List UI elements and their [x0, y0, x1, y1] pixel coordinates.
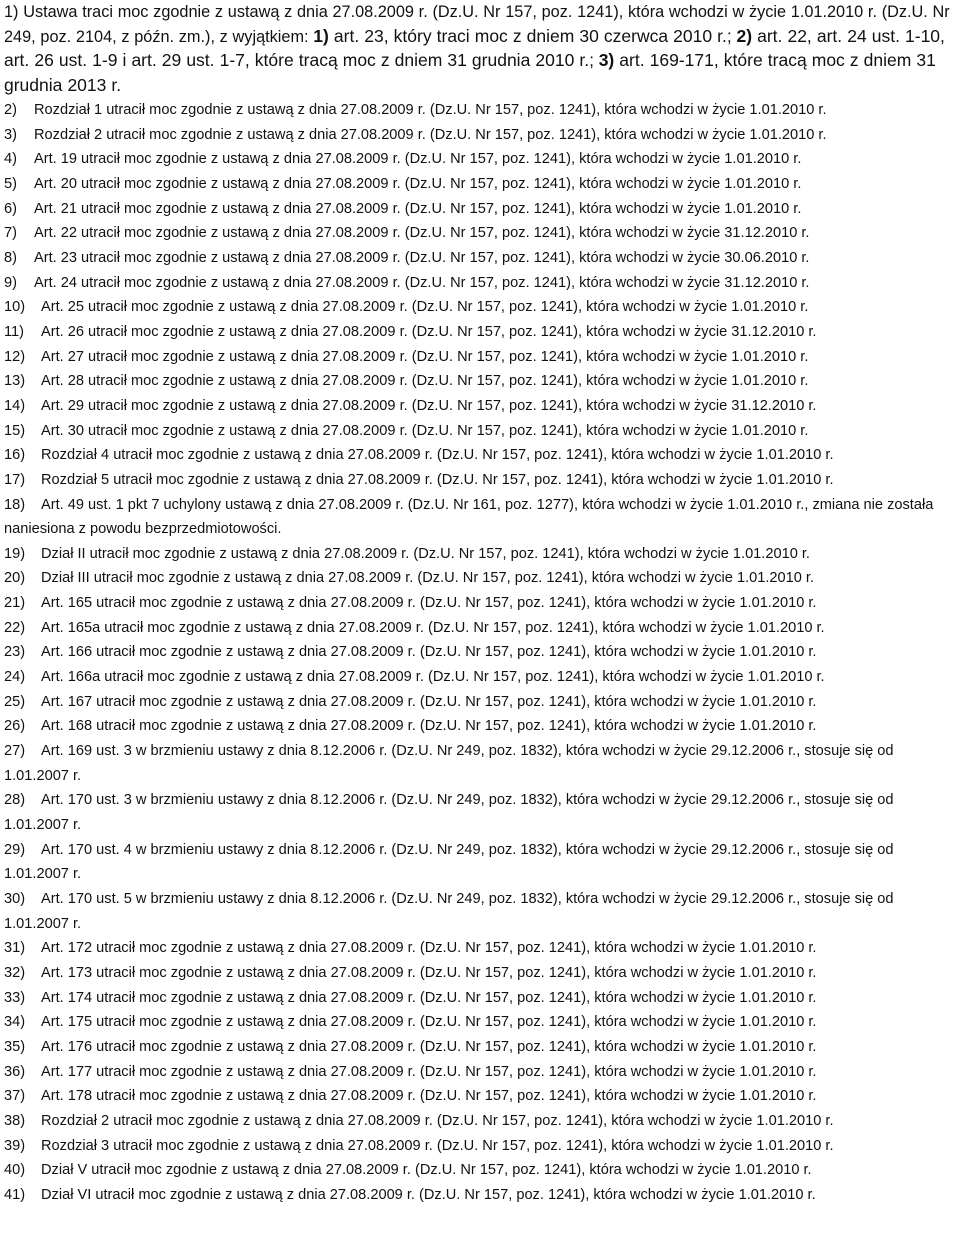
- footnote-entry: [4, 172, 956, 197]
- footnote-text: Art. 168 utracił moc zgodnie z ustawą z dnia 27.08.2009 r. (Dz.U. Nr 157, poz. 1241), która wchodzi w życie 1.01.2010 r.: [41, 718, 817, 735]
- footnote-text: Dział VI utracił moc zgodnie z ustawą z dnia 27.08.2009 r. (Dz.U. Nr 157, poz. 1241), która wchodzi w życie 1.01.2010 r.: [41, 1186, 816, 1203]
- footnote-entry: [4, 1134, 956, 1159]
- footnote-number: 33): [4, 989, 26, 1006]
- footnote-number: 3): [4, 126, 17, 143]
- footnote-text: Rozdział 2 utracił moc zgodnie z ustawą z dnia 27.08.2009 r. (Dz.U. Nr 157, poz. 1241), która wchodzi w życie 1.01.2010 r.: [41, 1112, 834, 1129]
- footnote-number: 26): [4, 718, 26, 735]
- footnote-number: 11): [4, 323, 25, 340]
- footnote-entry: [4, 443, 956, 468]
- footnote-entry: [4, 419, 956, 444]
- footnote-text: Art. 19 utracił moc zgodnie z ustawą z dnia 27.08.2009 r. (Dz.U. Nr 157, poz. 1241), która wchodzi w życie 1.01.2010 r.: [34, 151, 802, 168]
- footnote-entry: [4, 1158, 956, 1183]
- footnote-text: Art. 49 ust. 1 pkt 7 uchylony ustawą z dnia 27.08.2009 r. (Dz.U. Nr 161, poz. 1277), która wchodzi w życie 1.01.2010 r., zmiana nie została naniesiona z powodu bezprzedmiotowości.: [4, 496, 934, 538]
- footnote-entry: [4, 640, 956, 665]
- footnote-number: 8): [4, 249, 17, 266]
- footnote-number: 4): [4, 151, 17, 168]
- footnote-number: 5): [4, 175, 17, 192]
- footnote-entry: [4, 665, 956, 690]
- footnote-number: 38): [4, 1112, 26, 1129]
- footnote-text: Art. 20 utracił moc zgodnie z ustawą z dnia 27.08.2009 r. (Dz.U. Nr 157, poz. 1241), która wchodzi w życie 1.01.2010 r.: [34, 175, 802, 192]
- intro-exception-2-text: art. 22, art. 24 ust. 1-10, art. 26 ust. 1-9 i art. 29 ust. 1-7, które tracą moc z dniem 31 grudnia 2010 r.;: [4, 25, 945, 70]
- footnote-text: Art. 22 utracił moc zgodnie z ustawą z dnia 27.08.2009 r. (Dz.U. Nr 157, poz. 1241), która wchodzi w życie 31.12.2010 r.: [34, 225, 810, 242]
- footnote-number: 20): [4, 570, 26, 587]
- footnote-entry: [4, 887, 956, 936]
- footnote-text: Art. 21 utracił moc zgodnie z ustawą z dnia 27.08.2009 r. (Dz.U. Nr 157, poz. 1241), która wchodzi w życie 1.01.2010 r.: [34, 200, 802, 217]
- footnote-entry: [4, 1084, 956, 1109]
- footnote-number: 12): [4, 348, 26, 365]
- footnote-number: 32): [4, 964, 26, 981]
- footnote-entry: [4, 345, 956, 370]
- footnote-text: Dział V utracił moc zgodnie z ustawą z dnia 27.08.2009 r. (Dz.U. Nr 157, poz. 1241), która wchodzi w życie 1.01.2010 r.: [41, 1162, 812, 1179]
- footnote-number: 36): [4, 1063, 26, 1080]
- footnote-text: Art. 169 ust. 3 w brzmieniu ustawy z dnia 8.12.2006 r. (Dz.U. Nr 249, poz. 1832), która wchodzi w życie 29.12.2006 r., stosuje się od 1.01.2007 r.: [4, 743, 894, 784]
- footnote-number: 40): [4, 1162, 26, 1179]
- footnote-entry: [4, 369, 956, 394]
- footnote-text: Art. 24 utracił moc zgodnie z ustawą z dnia 27.08.2009 r. (Dz.U. Nr 157, poz. 1241), która wchodzi w życie 31.12.2010 r.: [34, 274, 810, 291]
- intro-footnote: [4, 0, 956, 98]
- footnote-number: 18): [4, 496, 26, 513]
- footnote-text: Art. 170 ust. 3 w brzmieniu ustawy z dnia 8.12.2006 r. (Dz.U. Nr 249, poz. 1832), która wchodzi w życie 29.12.2006 r., stosuje się od 1.01.2007 r.: [4, 792, 894, 834]
- footnote-text: Rozdział 5 utracił moc zgodnie z ustawą z dnia 27.08.2009 r. (Dz.U. Nr 157, poz. 1241), która wchodzi w życie 1.01.2010 r.: [41, 471, 834, 488]
- footnote-text: Art. 175 utracił moc zgodnie z ustawą z dnia 27.08.2009 r. (Dz.U. Nr 157, poz. 1241), która wchodzi w życie 1.01.2010 r.: [41, 1014, 817, 1031]
- footnote-text: Dział II utracił moc zgodnie z ustawą z dnia 27.08.2009 r. (Dz.U. Nr 157, poz. 1241), która wchodzi w życie 1.01.2010 r.: [41, 545, 810, 562]
- footnote-entry: [4, 961, 956, 986]
- footnote-text: Art. 170 ust. 5 w brzmieniu ustawy z dnia 8.12.2006 r. (Dz.U. Nr 249, poz. 1832), która wchodzi w życie 29.12.2006 r., stosuje się od 1.01.2007 r.: [4, 891, 894, 932]
- footnote-number: 34): [4, 1014, 26, 1031]
- footnote-number: 30): [4, 891, 26, 907]
- footnote-number: 14): [4, 397, 26, 414]
- footnote-entry: [4, 147, 956, 172]
- footnote-number: 19): [4, 545, 26, 562]
- footnote-number: 6): [4, 200, 17, 217]
- footnote-text: Art. 178 utracił moc zgodnie z ustawą z dnia 27.08.2009 r. (Dz.U. Nr 157, poz. 1241), która wchodzi w życie 1.01.2010 r.: [41, 1088, 817, 1105]
- footnote-entry: [4, 714, 956, 739]
- footnote-text: Art. 174 utracił moc zgodnie z ustawą z dnia 27.08.2009 r. (Dz.U. Nr 157, poz. 1241), która wchodzi w życie 1.01.2010 r.: [41, 989, 817, 1006]
- footnote-text: Art. 27 utracił moc zgodnie z ustawą z dnia 27.08.2009 r. (Dz.U. Nr 157, poz. 1241), która wchodzi w życie 1.01.2010 r.: [41, 348, 809, 365]
- footnote-entry: [4, 394, 956, 419]
- intro-exception-2-number: 2): [736, 25, 753, 46]
- footnote-text: Rozdział 2 utracił moc zgodnie z ustawą z dnia 27.08.2009 r. (Dz.U. Nr 157, poz. 1241), która wchodzi w życie 1.01.2010 r.: [34, 126, 827, 143]
- footnote-entry: [4, 1035, 956, 1060]
- footnote-text: Art. 25 utracił moc zgodnie z ustawą z dnia 27.08.2009 r. (Dz.U. Nr 157, poz. 1241), która wchodzi w życie 1.01.2010 r.: [41, 299, 809, 316]
- footnote-number: 23): [4, 644, 26, 661]
- footnote-number: 29): [4, 841, 26, 858]
- footnote-entry: [4, 936, 956, 961]
- footnote-text: Art. 166 utracił moc zgodnie z ustawą z dnia 27.08.2009 r. (Dz.U. Nr 157, poz. 1241), która wchodzi w życie 1.01.2010 r.: [41, 644, 817, 661]
- footnote-entry: [4, 838, 956, 887]
- footnote-entry: [4, 1109, 956, 1134]
- footnote-number: 9): [4, 274, 17, 291]
- footnote-entry: [4, 566, 956, 591]
- intro-exception-3-text: art. 169-171, które tracą moc z dniem 31 grudnia 2013 r.: [4, 50, 936, 95]
- footnote-entry: [4, 320, 956, 345]
- footnote-number: 22): [4, 619, 26, 636]
- footnote-text: Art. 173 utracił moc zgodnie z ustawą z dnia 27.08.2009 r. (Dz.U. Nr 157, poz. 1241), która wchodzi w życie 1.01.2010 r.: [41, 964, 817, 981]
- footnote-text: Art. 29 utracił moc zgodnie z ustawą z dnia 27.08.2009 r. (Dz.U. Nr 157, poz. 1241), która wchodzi w życie 31.12.2010 r.: [41, 397, 817, 414]
- footnote-number: 17): [4, 471, 26, 488]
- intro-exception-3-number: 3): [598, 50, 615, 70]
- footnote-number: 31): [4, 940, 26, 957]
- footnote-number: 10): [4, 299, 26, 316]
- intro-part-1: 1) Ustawa traci moc zgodnie z ustawą z dnia 27.08.2009 r. (Dz.U. Nr 157, poz. 1241), która wchodzi w życie 1.01.2010 r. (Dz.U. Nr 249, poz. 2104, z późn. zm.), z wyjątkiem:: [4, 3, 950, 46]
- footnote-number: 2): [4, 102, 17, 118]
- footnote-entry: [4, 98, 956, 123]
- footnote-number: 37): [4, 1088, 26, 1105]
- footnote-number: 16): [4, 447, 26, 464]
- intro-exception-1-number: 1): [313, 25, 329, 46]
- footnote-entry: [4, 986, 956, 1011]
- footnote-number: 13): [4, 373, 26, 390]
- footnote-number: 27): [4, 743, 26, 760]
- footnote-number: 21): [4, 595, 26, 612]
- intro-exception-1-text: art. 23, który traci moc z dniem 30 czerwca 2010 r.;: [328, 25, 732, 46]
- footnote-text: Art. 172 utracił moc zgodnie z ustawą z dnia 27.08.2009 r. (Dz.U. Nr 157, poz. 1241), która wchodzi w życie 1.01.2010 r.: [41, 940, 817, 957]
- footnote-entry: [4, 1010, 956, 1035]
- footnote-text: Art. 167 utracił moc zgodnie z ustawą z dnia 27.08.2009 r. (Dz.U. Nr 157, poz. 1241), która wchodzi w życie 1.01.2010 r.: [41, 693, 817, 710]
- footnote-text: Rozdział 4 utracił moc zgodnie z ustawą z dnia 27.08.2009 r. (Dz.U. Nr 157, poz. 1241), która wchodzi w życie 1.01.2010 r.: [41, 447, 834, 464]
- footnote-text: Dział III utracił moc zgodnie z ustawą z dnia 27.08.2009 r. (Dz.U. Nr 157, poz. 1241), która wchodzi w życie 1.01.2010 r.: [41, 570, 815, 587]
- footnote-number: 28): [4, 792, 26, 809]
- footnote-entry: [4, 542, 956, 567]
- footnote-number: 25): [4, 693, 26, 710]
- footnote-entry: [4, 591, 956, 616]
- footnote-text: Rozdział 1 utracił moc zgodnie z ustawą z dnia 27.08.2009 r. (Dz.U. Nr 157, poz. 1241), która wchodzi w życie 1.01.2010 r.: [34, 102, 827, 118]
- footnote-number: 39): [4, 1137, 26, 1154]
- footnote-text: Art. 26 utracił moc zgodnie z ustawą z dnia 27.08.2009 r. (Dz.U. Nr 157, poz. 1241), która wchodzi w życie 31.12.2010 r.: [41, 323, 817, 340]
- footnote-text: Art. 23 utracił moc zgodnie z ustawą z dnia 27.08.2009 r. (Dz.U. Nr 157, poz. 1241), która wchodzi w życie 30.06.2010 r.: [34, 249, 810, 266]
- footnote-text: Art. 30 utracił moc zgodnie z ustawą z dnia 27.08.2009 r. (Dz.U. Nr 157, poz. 1241), która wchodzi w życie 1.01.2010 r.: [41, 422, 809, 439]
- footnote-text: Art. 165 utracił moc zgodnie z ustawą z dnia 27.08.2009 r. (Dz.U. Nr 157, poz. 1241), która wchodzi w życie 1.01.2010 r.: [41, 595, 817, 612]
- footnote-entry: [4, 690, 956, 715]
- footnote-entry: [4, 1183, 956, 1208]
- footnote-entry: [4, 246, 956, 271]
- footnote-entry: [4, 295, 956, 320]
- footnote-text: Rozdział 3 utracił moc zgodnie z ustawą z dnia 27.08.2009 r. (Dz.U. Nr 157, poz. 1241), która wchodzi w życie 1.01.2010 r.: [41, 1137, 834, 1154]
- footnote-text: Art. 166a utracił moc zgodnie z ustawą z dnia 27.08.2009 r. (Dz.U. Nr 157, poz. 1241), która wchodzi w życie 1.01.2010 r.: [41, 669, 825, 686]
- footnote-list: [4, 98, 956, 1208]
- footnote-number: 35): [4, 1038, 26, 1055]
- footnote-entry: [4, 221, 956, 246]
- footnote-entry: [4, 123, 956, 148]
- footnote-entry: [4, 493, 956, 542]
- footnote-text: Art. 177 utracił moc zgodnie z ustawą z dnia 27.08.2009 r. (Dz.U. Nr 157, poz. 1241), która wchodzi w życie 1.01.2010 r.: [41, 1063, 817, 1080]
- footnote-entry: [4, 271, 956, 296]
- footnote-number: 15): [4, 422, 26, 439]
- footnote-entry: [4, 788, 956, 837]
- footnote-text: Art. 165a utracił moc zgodnie z ustawą z dnia 27.08.2009 r. (Dz.U. Nr 157, poz. 1241), która wchodzi w życie 1.01.2010 r.: [41, 619, 825, 636]
- footnote-number: 41): [4, 1186, 26, 1203]
- footnote-text: Art. 176 utracił moc zgodnie z ustawą z dnia 27.08.2009 r. (Dz.U. Nr 157, poz. 1241), która wchodzi w życie 1.01.2010 r.: [41, 1038, 817, 1055]
- footnote-number: 24): [4, 669, 26, 686]
- footnote-number: 7): [4, 225, 17, 242]
- footnote-entry: [4, 197, 956, 222]
- footnote-text: Art. 170 ust. 4 w brzmieniu ustawy z dnia 8.12.2006 r. (Dz.U. Nr 249, poz. 1832), która wchodzi w życie 29.12.2006 r., stosuje się od 1.01.2007 r.: [4, 841, 894, 883]
- footnote-entry: [4, 1060, 956, 1085]
- footnote-text: Art. 28 utracił moc zgodnie z ustawą z dnia 27.08.2009 r. (Dz.U. Nr 157, poz. 1241), która wchodzi w życie 1.01.2010 r.: [41, 373, 809, 390]
- footnote-entry: [4, 616, 956, 641]
- footnote-entry: [4, 468, 956, 493]
- footnote-entry: [4, 739, 956, 788]
